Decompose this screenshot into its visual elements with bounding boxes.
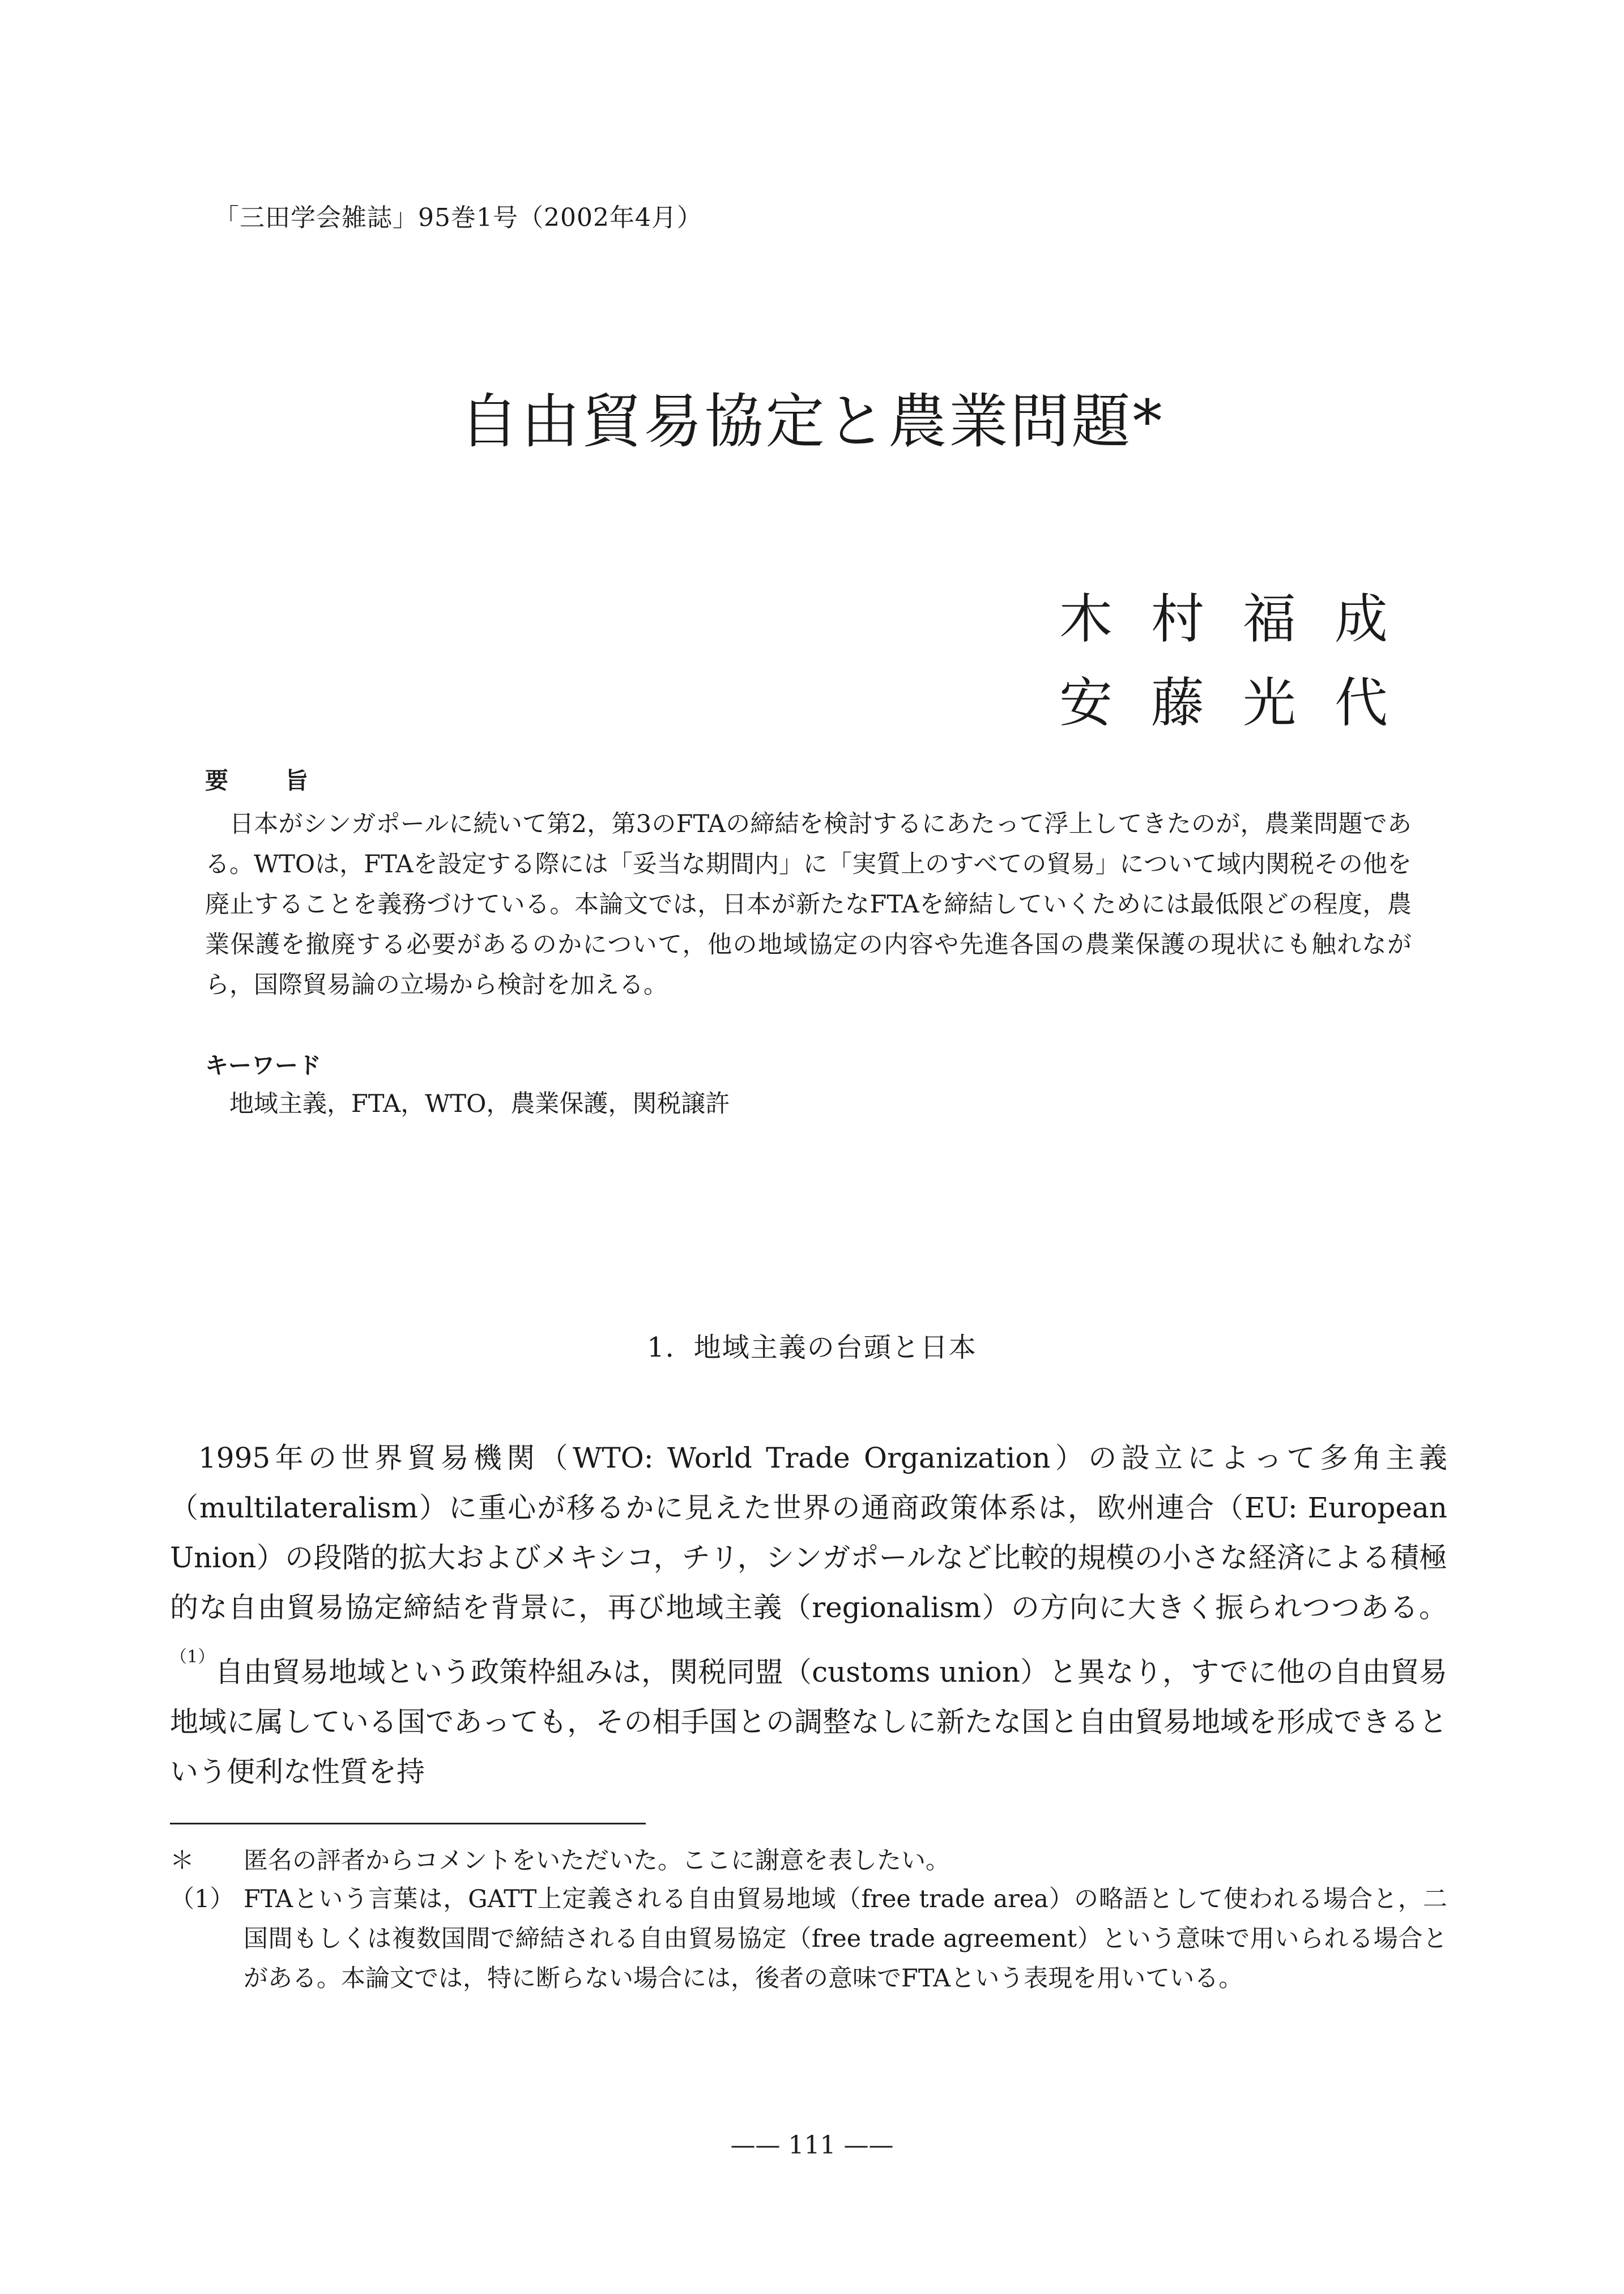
journal-citation: 「三田学会雑誌」95巻1号（2002年4月） (214, 203, 702, 232)
page-number: —— 111 —— (730, 2131, 894, 2160)
footnote-item (170, 1841, 1447, 1881)
footnote-reference[interactable]: （1） (170, 1647, 215, 1667)
author-name: 木村福成 (1059, 589, 1427, 650)
footnote-mark: （1） (170, 1885, 235, 1913)
footnote-mark: ＊ (170, 1847, 194, 1875)
keywords-body: 地域主義，FTA，WTO，農業保護，関税譲許 (229, 1090, 730, 1118)
section-heading: 1．地域主義の台頭と日本 (647, 1332, 977, 1363)
footnote-text: FTAという言葉は，GATT上定義される自由貿易地域（free trade area）の略語として使われる場合と，二国間もしくは複数国間で締結される自由貿易協定（free trade agreement）という意味で用いられる場合とがある。本論文では，特に断らない場合には，後者の意味でFTAという表現を用いている。 (244, 1885, 1447, 1993)
body-text-part: 1995年の世界貿易機関（WTO: World Trade Organization）の設立によって多角主義（multilateralism）に重心が移るかに見えた世界の通商政策体系は，欧州連合（EU: European Union）の段階的拡大およびメキシコ，チリ，シンガポールなど比較的規模の小さな経済による積極的な自由貿易協定締結を背景に，再び地域主義（regionalism）の方向に大きく振られつつある。 (170, 1442, 1447, 1624)
abstract-label: 要旨 (205, 767, 365, 794)
abstract-body: 日本がシンガポールに続いて第2，第3のFTAの締結を検討するにあたって浮上してきたのが，農業問題である。WTOは，FTAを設定する際には「妥当な期間内」に「実質上のすべての貿易」について域内関税その他を廃止することを義務づけている。本論文では，日本が新たなFTAを締結していくためには最低限どの程度，農業保護を撤廃する必要があるのかについて，他の地域協定の内容や先進各国の農業保護の現状にも触れながら，国際貿易論の立場から検討を加える。 (205, 810, 1412, 999)
keywords-label: キーワード (205, 1052, 321, 1079)
body-paragraph (170, 1433, 1447, 1797)
author-name: 安藤光代 (1059, 672, 1427, 734)
abstract (205, 762, 1412, 1005)
footnote-text: 匿名の評者からコメントをいただいた。ここに謝意を表したい。 (244, 1847, 950, 1875)
footnote-divider (170, 1823, 646, 1824)
body-text-part: 自由貿易地域という政策枠組みは，関税同盟（customs union）と異なり，すでに他の自由貿易地域に属している国であっても，その相手国との調整なしに新たな国と自由貿易地域を形成できるという便利な性質を持 (170, 1656, 1447, 1788)
paper-title: 自由貿易協定と農業問題* (459, 387, 1165, 456)
footnote-item (170, 1879, 1447, 1998)
author-list (1059, 578, 1426, 745)
